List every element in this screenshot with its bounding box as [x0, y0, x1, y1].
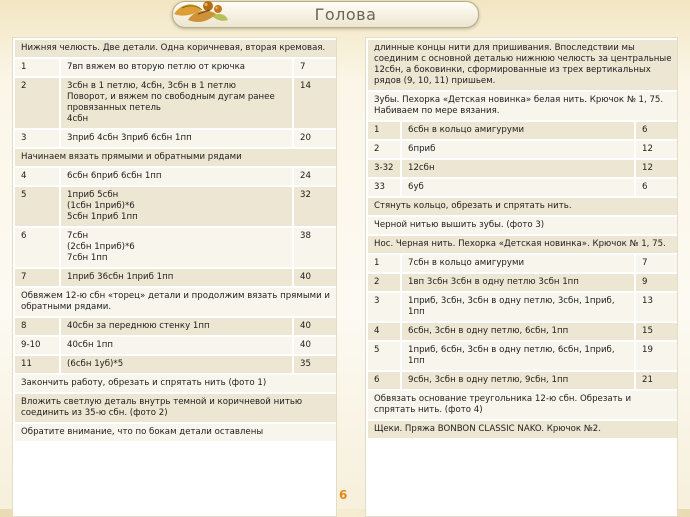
note-text: Нос. Черная нить. Пехорка «Детская новинка». Крючок № 1, 75. — [367, 235, 677, 254]
description-line: 1приб, 3сбн, 3сбн в одну петлю, 3сбн, 1приб, 1пп — [408, 296, 615, 317]
description-line: 40сбн 1пп — [67, 340, 114, 350]
note-row — [14, 374, 336, 393]
description-line: 40сбн за переднюю стенку 1пп — [67, 321, 210, 331]
note-text: Начинаем вязать прямыми и обратными рядами — [14, 148, 336, 167]
row-number-cell: 3-32 — [367, 159, 401, 178]
row-number-cell: 1 — [367, 121, 401, 140]
row-number-cell: 4 — [14, 167, 60, 186]
description-line: 7сбн в кольцо амигуруми — [408, 258, 525, 268]
row-description-cell — [60, 268, 293, 287]
stitch-count-cell: 13 — [635, 292, 677, 322]
note-row — [14, 39, 336, 58]
table-row — [14, 268, 336, 287]
note-row — [367, 39, 677, 91]
note-text: Нижняя челюсть. Две детали. Одна коричневая, вторая кремовая. — [14, 39, 336, 58]
description-line: 4сбн — [67, 114, 89, 124]
description-line: 5сбн 1приб 1пп — [67, 212, 138, 222]
note-text: Обратите внимание, что по бокам детали оставлены — [14, 423, 336, 441]
note-text: Стянуть кольцо, обрезать и спрятать нить. — [367, 197, 677, 216]
table-row — [367, 121, 677, 140]
table-row — [14, 58, 336, 77]
row-number-cell: 2 — [367, 140, 401, 159]
description-line: 6сбн, 3сбн в одну петлю, 6сбн, 1пп — [408, 326, 569, 336]
table-row — [14, 77, 336, 129]
stitch-count-cell: 38 — [293, 227, 336, 268]
page-number: 6 — [339, 488, 348, 502]
row-description-cell — [401, 322, 635, 341]
row-number-cell: 6 — [14, 227, 60, 268]
stitch-count-cell: 6 — [635, 121, 677, 140]
description-line: 7сбн — [67, 231, 89, 241]
note-row — [14, 393, 336, 423]
row-description-cell — [60, 77, 293, 129]
row-description-cell — [60, 355, 293, 374]
right-instructions-table — [366, 38, 677, 438]
table-row — [367, 159, 677, 178]
row-number-cell: 6 — [367, 371, 401, 390]
row-number-cell: 2 — [14, 77, 60, 129]
description-line: 6приб — [408, 144, 436, 154]
row-number-cell: 8 — [14, 317, 60, 336]
row-number-cell: 9-10 — [14, 336, 60, 355]
note-text: Черной нитью вышить зубы. (фото 3) — [367, 216, 677, 235]
note-row — [14, 148, 336, 167]
note-text: Зубы. Пехорка «Детская новинка» белая нить. Крючок № 1, 75. Набиваем по мере вязания. — [367, 91, 677, 121]
row-number-cell: 1 — [367, 254, 401, 273]
table-row — [14, 227, 336, 268]
description-line: 7сбн 1пп — [67, 253, 108, 263]
row-number-cell: 11 — [14, 355, 60, 374]
stitch-count-cell: 40 — [293, 317, 336, 336]
row-number-cell: 33 — [367, 178, 401, 197]
description-line: (1сбн 1приб)*6 — [67, 201, 135, 211]
left-instructions-panel — [12, 37, 337, 517]
left-instructions-table — [13, 38, 336, 441]
stitch-count-cell: 24 — [293, 167, 336, 186]
note-row — [14, 287, 336, 317]
note-text: Обвязать основание треугольника 12-ю сбн. Обрезать и спрятать нить. (фото 4) — [367, 390, 677, 420]
table-row — [367, 178, 677, 197]
table-row — [367, 322, 677, 341]
description-line: 9сбн, 3сбн в одну петлю, 9сбн, 1пп — [408, 375, 569, 385]
note-row — [367, 216, 677, 235]
description-line: 1вп 3сбн 3сбн в одну петлю 3сбн 1пп — [408, 277, 579, 287]
row-number-cell: 7 — [14, 268, 60, 287]
row-description-cell — [401, 178, 635, 197]
description-line: 1приб 5сбн — [67, 190, 119, 200]
description-line: 3приб 4сбн 3приб 6сбн 1пп — [67, 133, 192, 143]
description-line: (2сбн 1приб)*6 — [67, 242, 135, 252]
row-description-cell — [401, 292, 635, 322]
row-description-cell — [60, 129, 293, 148]
row-number-cell: 2 — [367, 273, 401, 292]
row-description-cell — [60, 167, 293, 186]
stitch-count-cell: 32 — [293, 186, 336, 227]
note-row — [14, 423, 336, 441]
table-row — [14, 317, 336, 336]
stitch-count-cell: 20 — [293, 129, 336, 148]
row-description-cell — [60, 186, 293, 227]
note-text: Щеки. Пряжа BONBON CLASSIC NAKO. Крючок №2. — [367, 420, 677, 438]
note-text: длинные концы нити для пришивания. Впоследствии мы соединим с основной деталью нижнюю челюсть за центральные 12сбн, а боковинки, сформированные из трех вертикальных рядов (9, 10, 11) пришьем. — [367, 39, 677, 91]
autumn-leaves-ornament-icon — [168, 0, 238, 28]
stitch-count-cell: 40 — [293, 336, 336, 355]
description-line: Поворот, и вяжем по свободным дугам ранее провязанных петель — [67, 92, 275, 113]
note-text: Закончить работу, обрезать и спрятать нить (фото 1) — [14, 374, 336, 393]
row-number-cell: 4 — [367, 322, 401, 341]
table-row — [367, 371, 677, 390]
row-number-cell: 5 — [14, 186, 60, 227]
stitch-count-cell: 40 — [293, 268, 336, 287]
row-description-cell — [401, 121, 635, 140]
stitch-count-cell: 12 — [635, 159, 677, 178]
note-text: Обвяжем 12-ю сбн «торец» детали и продолжим вязать прямыми и обратными рядами. — [14, 287, 336, 317]
description-line: 1приб 36сбн 1приб 1пп — [67, 272, 174, 282]
row-description-cell — [60, 336, 293, 355]
row-number-cell: 3 — [367, 292, 401, 322]
row-description-cell — [401, 371, 635, 390]
stitch-count-cell: 15 — [635, 322, 677, 341]
description-line: 6сбн в кольцо амигуруми — [408, 125, 525, 135]
table-row — [14, 336, 336, 355]
row-description-cell — [60, 58, 293, 77]
description-line: 7вп вяжем во вторую петлю от крючка — [67, 62, 246, 72]
table-row — [367, 273, 677, 292]
row-number-cell: 1 — [14, 58, 60, 77]
row-description-cell — [401, 341, 635, 371]
stitch-count-cell: 19 — [635, 341, 677, 371]
stitch-count-cell: 14 — [293, 77, 336, 129]
row-number-cell: 3 — [14, 129, 60, 148]
description-line: 6сбн 6приб 6сбн 1пп — [67, 171, 162, 181]
row-number-cell: 5 — [367, 341, 401, 371]
stitch-count-cell: 21 — [635, 371, 677, 390]
row-description-cell — [401, 254, 635, 273]
row-description-cell — [60, 317, 293, 336]
note-row — [367, 420, 677, 438]
description-line: 1приб, 6сбн, 3сбн в одну петлю, 6сбн, 1приб, 1пп — [408, 345, 615, 366]
description-line: 6уб — [408, 182, 424, 192]
table-row — [14, 355, 336, 374]
stitch-count-cell: 12 — [635, 140, 677, 159]
description-line: (6сбн 1уб)*5 — [67, 359, 124, 369]
table-row — [14, 129, 336, 148]
note-row — [367, 390, 677, 420]
stitch-count-cell: 7 — [635, 254, 677, 273]
stitch-count-cell: 7 — [293, 58, 336, 77]
table-row — [367, 341, 677, 371]
row-description-cell — [401, 159, 635, 178]
row-description-cell — [401, 140, 635, 159]
table-row — [14, 186, 336, 227]
right-instructions-panel — [365, 37, 678, 517]
table-row — [367, 140, 677, 159]
note-text: Вложить светлую деталь внутрь темной и коричневой нитью соединить из 35-ю сбн. (фото 2) — [14, 393, 336, 423]
description-line: 12сбн — [408, 163, 435, 173]
stitch-count-cell: 6 — [635, 178, 677, 197]
row-description-cell — [401, 273, 635, 292]
stitch-count-cell: 35 — [293, 355, 336, 374]
note-row — [367, 197, 677, 216]
note-row — [367, 91, 677, 121]
note-row — [367, 235, 677, 254]
description-line: 3сбн в 1 петлю, 4сбн, 3сбн в 1 петлю — [67, 81, 236, 91]
table-row — [367, 254, 677, 273]
table-row — [14, 167, 336, 186]
table-row — [367, 292, 677, 322]
row-description-cell — [60, 227, 293, 268]
page-title: Голова — [314, 5, 377, 24]
stitch-count-cell: 9 — [635, 273, 677, 292]
